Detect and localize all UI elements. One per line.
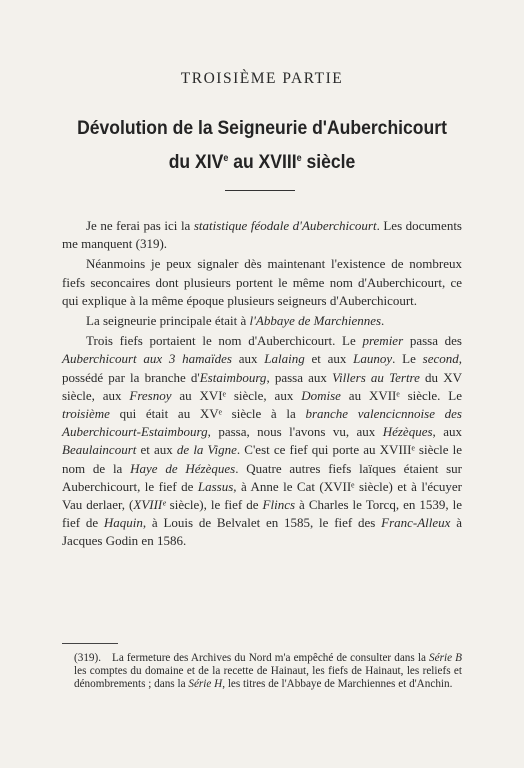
text-run: , passa aux	[266, 369, 333, 385]
text-run: , à Anne le Cat (XVIIᵉ siècle) et à l'écuyer Vau derlaer, (	[62, 478, 462, 513]
text-run: siècle), le fief de	[165, 497, 263, 513]
italic-text: Auberchicourt aux 3 hamaïdes	[62, 351, 232, 367]
text-run: La seigneurie principale était à	[86, 313, 250, 329]
italic-text: Haye de Hézèques	[130, 460, 236, 476]
italic-text: Série H	[188, 678, 223, 690]
italic-text: Lalaing	[264, 351, 305, 367]
text-run: au XVIᵉ siècle, aux	[171, 387, 302, 403]
italic-text: Fresnoy	[129, 387, 172, 403]
text-run: les comptes du domaine et de la recette de Hainaut, les fiefs de Hainaut, les reliefs et dénombrements ; dans la	[74, 665, 462, 690]
paragraph	[62, 312, 462, 330]
body-text	[62, 217, 462, 553]
italic-text: Villers au Tertre	[332, 369, 420, 385]
footnote-text	[74, 652, 462, 690]
text-run: et aux	[304, 351, 354, 367]
part-heading: TROISIÈME PARTIE	[180, 70, 344, 87]
italic-text: statistique féodale d'Auberchicourt	[193, 218, 377, 233]
text-run: à Charles le Torcq, en 1539, le fief de	[62, 497, 462, 531]
paragraph	[62, 217, 462, 253]
text-run: . Quatre autres fiefs laïques étaient sur Auberchicourt, le fief de	[62, 460, 462, 494]
footnote-divider	[62, 643, 118, 644]
text-run: . Le	[392, 351, 423, 367]
paragraph	[62, 255, 462, 310]
footnote	[74, 652, 462, 691]
italic-text: Hézèques	[382, 424, 433, 440]
text-run: , passa, nous l'avons vu, aux	[207, 424, 383, 440]
text-run: aux	[231, 351, 265, 367]
title-text-c: siècle	[301, 151, 356, 173]
italic-text: l'Abbaye de Marchiennes	[249, 313, 382, 329]
text-run: Je ne ferai pas ici la	[86, 218, 194, 233]
title-text-a: du XIV	[168, 151, 224, 173]
title-sup-b: e	[296, 153, 302, 164]
italic-text: second	[422, 351, 459, 367]
text-run: La fermeture des Archives du Nord m'a empêché de consulter dans la	[112, 652, 430, 664]
title-sup-a: e	[223, 153, 229, 164]
italic-text: troisième	[62, 406, 110, 422]
chapter-title-line-2	[26, 151, 498, 174]
text-run: Néanmoins je peux signaler dès maintenant l'existence de nombreux fiefs seconcaires dont plusieurs portent le même nom d'Auberchicourt, ce qui explique à la même époque plusieurs seigneurs d'Auberchicourt.	[62, 256, 462, 308]
italic-text: Haquin	[103, 515, 143, 531]
italic-text: Domise	[301, 387, 341, 403]
text-run: . C'est ce fief qui porte au XVIIIᵉ siècle le nom de la	[62, 442, 462, 476]
paragraph	[62, 332, 462, 550]
text-run: . Les documents me manquent (319).	[62, 218, 462, 252]
chapter-title-line-1: Dévolution de la Seigneurie d'Auberchicourt	[77, 117, 447, 139]
title-text-b: au XVIII	[228, 151, 297, 173]
italic-text: Franc-Alleux	[381, 515, 451, 531]
text-run: Trois fiefs portaient le nom d'Auberchicourt. Le	[86, 333, 363, 349]
italic-text: Série B	[429, 652, 462, 664]
title-divider	[225, 190, 295, 191]
italic-text: Flincs	[262, 497, 296, 513]
italic-text: de la Vigne	[176, 442, 237, 458]
text-run: qui était au XVᵉ siècle à la	[109, 406, 306, 422]
text-run: , les titres de l'Abbaye de Marchiennes et d'Anchin.	[222, 678, 453, 690]
italic-text: Launoy	[353, 351, 393, 367]
footnote-number: (319).	[74, 652, 102, 664]
text-run: .	[381, 313, 385, 329]
italic-text: Beaulaincourt	[62, 442, 137, 458]
text-run: , possédé par la branche d'	[62, 351, 462, 385]
text-run: et aux	[136, 442, 177, 458]
text-run: passa des	[403, 333, 462, 349]
italic-text: Estaimbourg	[199, 369, 267, 385]
italic-text: premier	[362, 333, 404, 349]
text-run: , à Louis de Belvalet en 1585, le fief des	[142, 515, 382, 531]
text-run: à Jacques Godin en 1586.	[62, 515, 462, 549]
text-run: au XVIIᵉ siècle. Le	[340, 387, 463, 403]
text-run: , aux	[432, 424, 462, 440]
italic-text: branche valencicnnoise des Auberchicourt-Estaimbourg	[62, 406, 462, 440]
italic-text: XVIIIᵉ	[133, 497, 166, 513]
text-run: du XV siècle, aux	[62, 369, 462, 403]
italic-text: Lassus	[197, 478, 234, 494]
